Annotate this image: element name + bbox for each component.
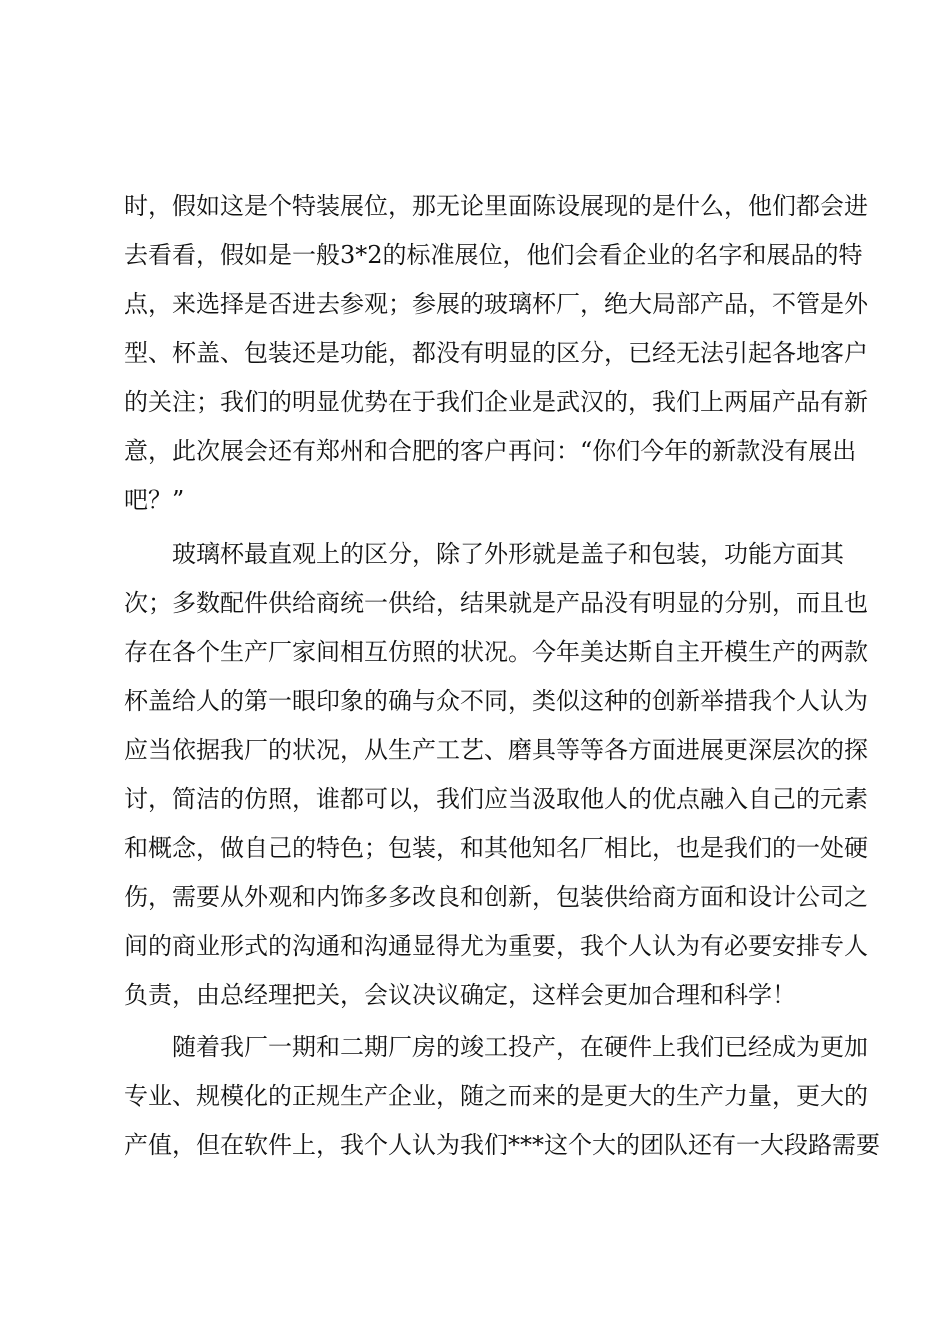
- text-line: 点，来选择是否进去参观；参展的玻璃杯厂，绝大局部产品，不管是外: [124, 290, 868, 318]
- text-line: 伤，需要从外观和内饰多多改良和创新，包装供给商方面和设计公司之: [124, 883, 868, 911]
- text-line: 次；多数配件供给商统一供给，结果就是产品没有明显的分别，而且也: [124, 589, 868, 617]
- text-line: 杯盖给人的第一眼印象的确与众不同，类似这种的创新举措我个人认为: [124, 687, 868, 715]
- paragraph-2: [124, 530, 868, 1020]
- paragraph-3: [124, 1023, 880, 1170]
- text-line: 吧？”: [124, 486, 185, 514]
- text-line: 间的商业形式的沟通和沟通显得尤为重要，我个人认为有必要安排专人: [124, 932, 868, 960]
- text-line: 时，假如这是个特装展位，那无论里面陈设展现的是什么，他们都会进: [124, 192, 868, 220]
- text-line: 的关注；我们的明显优势在于我们企业是武汉的，我们上两届产品有新: [124, 388, 868, 416]
- text-line: 存在各个生产厂家间相互仿照的状况。今年美达斯自主开模生产的两款: [124, 638, 868, 666]
- text-line: 产值，但在软件上，我个人认为我们***这个大的团队还有一大段路需要: [124, 1131, 880, 1159]
- text-line: 去看看，假如是一般3*2的标准展位，他们会看企业的名字和展品的特: [124, 241, 863, 269]
- text-line: 应当依据我厂的状况，从生产工艺、磨具等等各方面进展更深层次的探: [124, 736, 868, 764]
- text-line: 和概念，做自己的特色；包装，和其他知名厂相比，也是我们的一处硬: [124, 834, 868, 862]
- text-line: 型、杯盖、包装还是功能，都没有明显的区分，已经无法引起各地客户: [124, 339, 868, 367]
- text-line: 意，此次展会还有郑州和合肥的客户再问：“你们今年的新款没有展出: [124, 437, 857, 465]
- text-line: 随着我厂一期和二期厂房的竣工投产，在硬件上我们已经成为更加: [172, 1033, 868, 1061]
- text-line: 负责，由总经理把关，会议决议确定，这样会更加合理和科学！: [124, 981, 796, 1009]
- text-line: 专业、规模化的正规生产企业，随之而来的是更大的生产力量，更大的: [124, 1082, 868, 1110]
- text-line: 讨，简洁的仿照，谁都可以，我们应当汲取他人的优点融入自己的元素: [124, 785, 868, 813]
- paragraph-1: [124, 182, 868, 525]
- text-line: 玻璃杯最直观上的区分，除了外形就是盖子和包装，功能方面其: [172, 540, 844, 568]
